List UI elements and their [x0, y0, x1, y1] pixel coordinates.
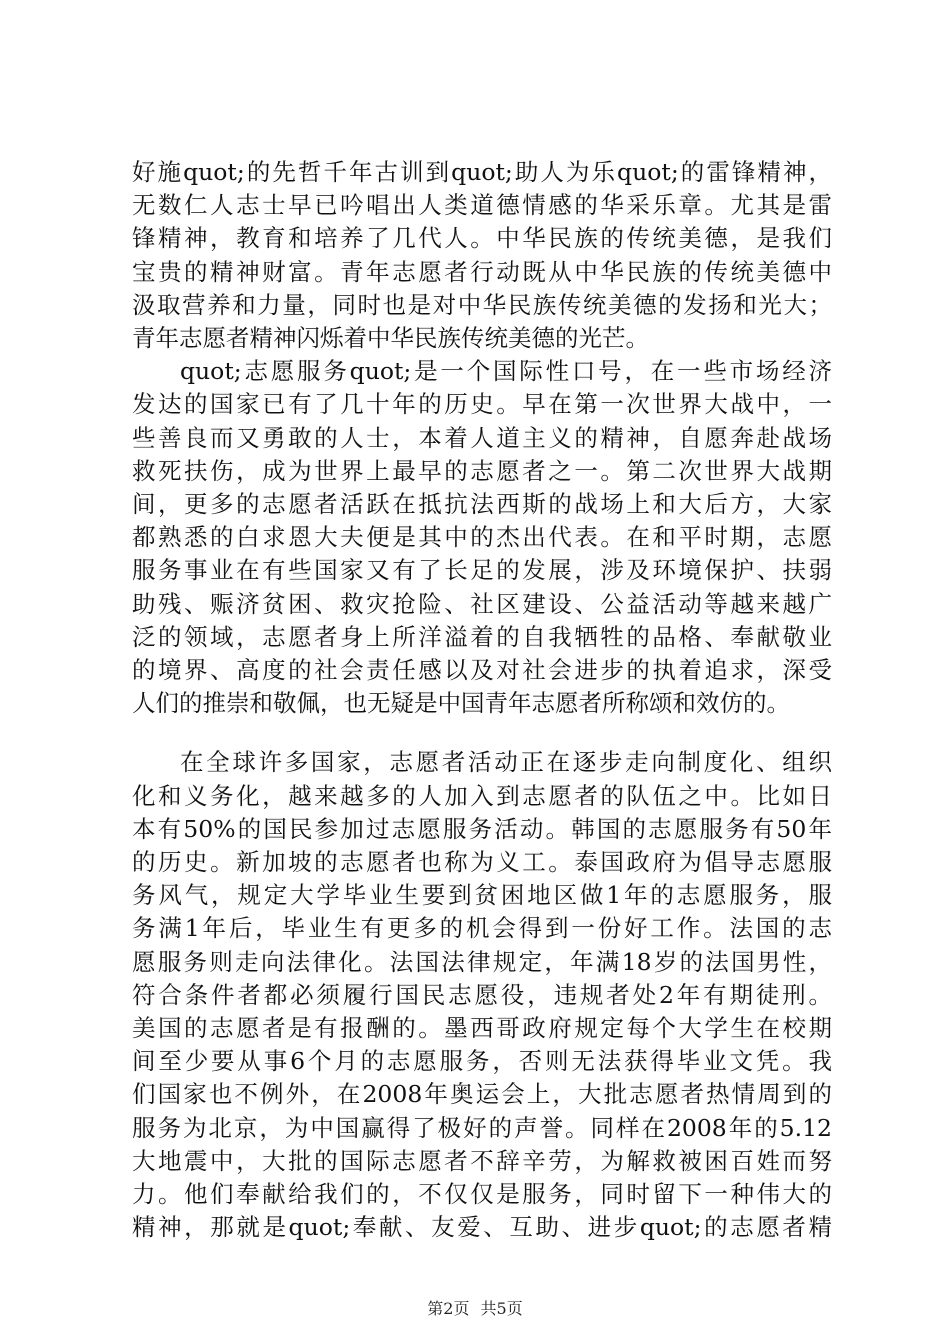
- text-line: 间，更多的志愿者活跃在抵抗法西斯的战场上和大后方，大家: [132, 490, 832, 519]
- text-line: 的历史。新加坡的志愿者也称为义工。泰国政府为倡导志愿服: [132, 848, 832, 877]
- text-line: 愿服务则走向法律化。法国法律规定，年满18岁的法国男性，: [132, 947, 832, 976]
- text-line: 间至少要从事6个月的志愿服务，否则无法获得毕业文凭。我: [132, 1047, 832, 1076]
- text-line: 美国的志愿者是有报酬的。墨西哥政府规定每个大学生在校期: [132, 1014, 832, 1043]
- text-line: 锋精神，教育和培养了几代人。中华民族的传统美德，是我们: [132, 224, 832, 253]
- text-line: 在全球许多国家，志愿者活动正在逐步走向制度化、组织: [180, 748, 832, 777]
- text-line: 宝贵的精神财富。青年志愿者行动既从中华民族的传统美德中: [132, 257, 832, 286]
- text-line: 们国家也不例外，在2008年奥运会上，大批志愿者热情周到的: [132, 1080, 832, 1109]
- text-line: 汲取营养和力量，同时也是对中华民族传统美德的发扬和光大；: [132, 290, 832, 319]
- text-line: 大地震中，大批的国际志愿者不辞辛劳，为解救被困百姓而努: [132, 1146, 832, 1175]
- text-line: 服务事业在有些国家又有了长足的发展，涉及环境保护、扶弱: [132, 556, 832, 585]
- text-line: 好施quot;的先哲千年古训到quot;助人为乐quot;的雷锋精神，: [132, 158, 832, 186]
- text-line: 发达的国家已有了几十年的历史。早在第一次世界大战中，一: [132, 390, 832, 419]
- text-line: 精神，那就是quot;奉献、友爱、互助、进步quot;的志愿者精: [132, 1213, 832, 1242]
- paragraph-global-volunteering: [132, 746, 832, 1244]
- text-line: 青年志愿者精神闪烁着中华民族传统美德的光芒。: [132, 324, 649, 353]
- paragraph-spacer: [132, 720, 832, 746]
- text-line: 本有50%的国民参加过志愿服务活动。韩国的志愿服务有50年: [132, 814, 832, 843]
- document-body: [132, 156, 832, 1245]
- text-line: 力。他们奉献给我们的，不仅仅是服务，同时留下一种伟大的: [132, 1180, 832, 1209]
- text-line: 人们的推崇和敬佩，也无疑是中国青年志愿者所称颂和效仿的。: [132, 689, 790, 718]
- text-line: 些善良而又勇敢的人士，本着人道主义的精神，自愿奔赴战场: [132, 423, 832, 452]
- text-line: 救死扶伤，成为世界上最早的志愿者之一。第二次世界大战期: [132, 456, 832, 485]
- text-line: 助残、赈济贫困、救灾抢险、社区建设、公益活动等越来越广: [132, 589, 832, 618]
- text-line: 务满1年后，毕业生有更多的机会得到一份好工作。法国的志: [132, 914, 832, 943]
- text-line: 符合条件者都必须履行国民志愿役，违规者处2年有期徒刑。: [132, 980, 832, 1009]
- text-line: 务风气，规定大学毕业生要到贫困地区做1年的志愿服务，服: [132, 881, 832, 910]
- paragraph-traditional-virtue: [132, 156, 832, 355]
- page-total: 共5页: [480, 1299, 523, 1318]
- text-line: 泛的领域，志愿者身上所洋溢着的自我牺牲的品格、奉献敬业: [132, 622, 832, 651]
- text-line: 无数仁人志士早已吟唱出人类道德情感的华采乐章。尤其是雷: [132, 191, 832, 220]
- text-line: 的境界、高度的社会责任感以及对社会进步的执着追求，深受: [132, 656, 832, 685]
- text-line: quot;志愿服务quot;是一个国际性口号，在一些市场经济: [180, 357, 832, 386]
- text-line: 都熟悉的白求恩大夫便是其中的杰出代表。在和平时期，志愿: [132, 523, 832, 552]
- text-line: 服务为北京，为中国赢得了极好的声誉。同样在2008年的5.12: [132, 1113, 832, 1142]
- text-line: 化和义务化，越来越多的人加入到志愿者的队伍之中。比如日: [132, 781, 832, 810]
- paragraph-volunteer-history: [132, 355, 832, 720]
- page-footer: [0, 1296, 950, 1319]
- page-number: 第2页: [427, 1299, 470, 1318]
